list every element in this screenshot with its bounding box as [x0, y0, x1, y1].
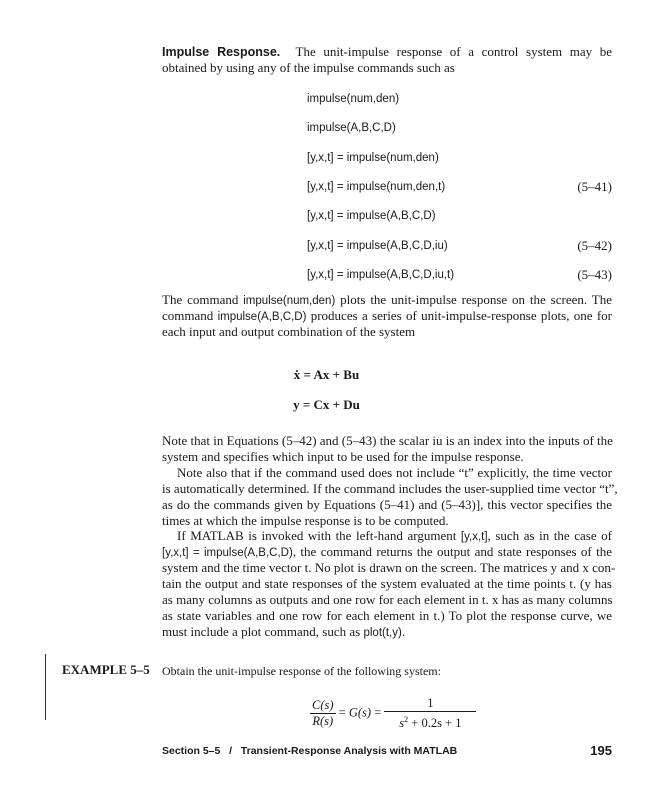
text: as state variables and one row for each element in t.) To plot the response curve, we	[162, 607, 612, 623]
lhs-denominator: R(s)	[312, 714, 334, 729]
intro-line-2: obtained by using any of the impulse commands such as	[162, 60, 455, 75]
text-line	[162, 608, 612, 624]
text: each input and output combination of the system	[162, 324, 416, 339]
gs: G(s)	[348, 705, 372, 720]
inline-code: impulse(num,den)	[243, 295, 336, 307]
command-line: [y,x,t] = impulse(A,B,C,D)	[307, 210, 436, 223]
equation-number: (5–43)	[577, 266, 612, 282]
rhs-numerator: 1	[384, 696, 476, 712]
text-line	[162, 560, 616, 576]
example-label: EXAMPLE 5–5	[62, 662, 150, 677]
command-line: impulse(A,B,C,D)	[307, 122, 396, 135]
text: is automatically determined. If the command includes the user-supplied time vector “t”,	[162, 480, 618, 496]
text: .	[401, 623, 406, 639]
intro-text: The unit-impulse response of a control system may be	[295, 44, 612, 59]
text: , such as in the case of	[487, 528, 612, 544]
text: system and specifies which input to be used for the impulse response.	[162, 448, 524, 464]
exponent: 2	[404, 715, 409, 724]
equation-number: (5–42)	[577, 237, 612, 253]
text: If MATLAB is invoked with the left-hand argument	[177, 528, 461, 544]
text-line	[162, 292, 612, 308]
text-line	[162, 449, 612, 465]
lhs-fraction	[310, 698, 336, 729]
text: The command	[162, 292, 244, 307]
output-equation: y = Cx + Du	[293, 397, 360, 412]
text: as do the commands given by Equations (5–41) and (5–43)], this vector specifies the	[162, 496, 612, 512]
text-line	[162, 513, 612, 529]
text-line	[162, 576, 612, 592]
lhs-numerator: C(s)	[312, 698, 334, 713]
text-line	[162, 592, 612, 608]
text: command	[162, 308, 218, 323]
footer-section: Section 5–5 / Transient-Response Analysis with MATLAB	[162, 745, 458, 757]
margin-rule	[45, 654, 46, 720]
text-line	[162, 624, 612, 640]
text: Note also that if the command used does not include “t” explicitly, the time vector	[177, 464, 612, 480]
command-line: [y,x,t] = impulse(A,B,C,D,iu)	[307, 239, 448, 252]
text: tain the output and state responses of the system evaluated at the time points t. (y has	[162, 576, 612, 592]
example-text: Obtain the unit-impulse response of the following system:	[162, 664, 441, 678]
transfer-function	[310, 696, 476, 731]
text-line	[162, 433, 612, 449]
text-line	[162, 480, 618, 497]
command-line: [y,x,t] = impulse(num,den,t)	[307, 180, 446, 193]
equals: =	[374, 705, 382, 720]
command-line: impulse(num,den)	[307, 93, 400, 105]
section-heading: Impulse Response.	[162, 45, 281, 59]
text-line	[162, 497, 612, 513]
equals: =	[338, 705, 346, 720]
text: as many columns as outputs and one row for each element in t. x has as many columns	[162, 592, 613, 607]
state-equation: ẋ = Ax + Bu	[293, 367, 360, 382]
text: system and the time vector t. No plot is drawn on the screen. The matrices y and x con-	[162, 560, 616, 576]
text: must include a plot command, such as	[162, 623, 364, 639]
text: times at which the impulse response is to be computed.	[162, 512, 449, 528]
den-rest: + 0.2s + 1	[408, 716, 462, 731]
command-line: [y,x,t] = impulse(A,B,C,D,iu,t)	[307, 268, 455, 281]
text: Note that in Equations (5–42) and (5–43) the scalar iu is an index into the inputs of the	[162, 433, 613, 448]
text-line	[162, 465, 612, 481]
intro-line-1	[162, 44, 612, 60]
inline-code: plot(t,y)	[363, 626, 402, 639]
text-line	[162, 308, 612, 324]
equation-number: (5–41)	[577, 178, 612, 194]
inline-code: [y,x,t]	[460, 531, 488, 544]
text: produces a series of unit-impulse-response plots, one for	[306, 308, 612, 323]
inline-code: impulse(A,B,C,D)	[217, 311, 307, 323]
text: plots the unit-impulse response on the screen. The	[335, 292, 612, 307]
inline-code: [y,x,t] = impulse(A,B,C,D)	[162, 547, 293, 560]
s: s	[399, 716, 405, 731]
rhs-fraction	[384, 696, 476, 731]
page-number: 195	[590, 743, 612, 758]
text-line	[162, 528, 612, 544]
text-line	[162, 544, 612, 560]
rhs-denominator	[397, 712, 463, 731]
text-line	[162, 324, 612, 340]
text: , the command returns the output and state responses of the	[292, 544, 612, 560]
command-line: [y,x,t] = impulse(num,den)	[307, 151, 439, 164]
